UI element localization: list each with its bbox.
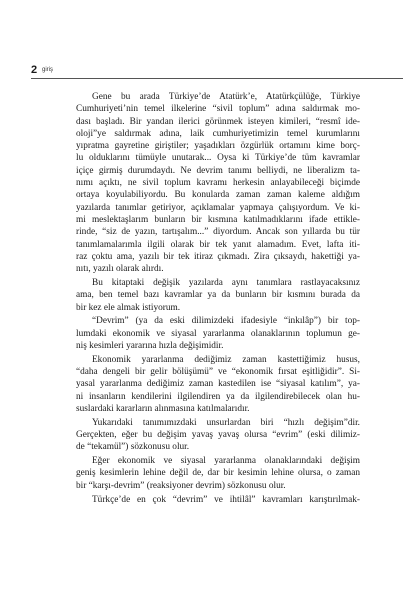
paragraph <box>76 354 360 415</box>
text-line: Eğer ekonomik ve siyasal yararlanma olanaklarındaki değişim <box>92 456 360 467</box>
text-line: nıtı, yazılı olarak alırdı. <box>76 264 164 275</box>
paragraph <box>76 455 360 492</box>
text-line: Cumhuriyeti’nin temel ilkelerine “sivil toplum” adına saldırmak mo- <box>76 104 360 115</box>
paragraph <box>76 494 360 506</box>
text-line: rinde, “siz de yazın, tartışalım...” diyordum. Ancak son yıllarda bu tür <box>76 227 360 238</box>
header-rule <box>31 78 403 79</box>
text-line: suslardaki kararların alınmasına katılmalarıdır. <box>76 403 250 414</box>
text-line: Yukarıdaki tanımımızdaki unsurlardan biri “hızlı değişim”dir. <box>92 417 360 428</box>
paragraph <box>76 315 360 352</box>
text-line: nımı açıktı, ne sivil toplum kavramı herkesin anlayabileceği biçimde <box>76 178 360 189</box>
text-line: yıpratma gayretine giriştiler; yaşadıkları özgürlük ortamını kime borç- <box>76 141 360 152</box>
page-number: 2 <box>31 64 38 76</box>
text-line: “daha dengeli bir gelir bölüşümü” ve “ekonomik fırsat eşitliğidir”. Si- <box>76 367 360 378</box>
text-line: bir kez ele almak istiyorum. <box>76 302 181 313</box>
text-line: lu olduklarını tümüyle unutarak... Oysa ki Türkiye’de tüm kavramlar <box>76 153 360 164</box>
text-line: Ekonomik yararlanma dediğimiz zaman kastettiğimiz husus, <box>92 354 360 365</box>
text-line: Gerçekten, eğer bu değişim yavaş yavaş olursa “evrim” (eski dilimiz- <box>76 430 360 441</box>
text-line: bir “karşı-devrim” (reaksiyoner devrim) sözkonusu olur. <box>76 480 286 491</box>
text-line: mi meslektaşlarım bunların bir kısmına katılmadıklarını ifade ettikle- <box>76 214 360 225</box>
body-text <box>76 91 360 506</box>
text-line: yazılarda tanımlar getiriyor, açıklamalar yapmaya çalışıyordum. Ve ki- <box>76 202 360 213</box>
text-line: ni insanların kendilerini ilgilendiren ya da ilgilendirebilecek olan hu- <box>76 391 360 402</box>
paragraph <box>76 91 360 275</box>
text-line: Türkçe’de en çok “devrim” ve ihtilâl” kavramları karıştırılmak- <box>92 494 360 505</box>
text-line: dası başladı. Bir yandan ilerici görünmek isteyen kimileri, “resmî ide- <box>76 116 360 127</box>
text-line: yasal yararlanma dediğimiz zaman kastedilen ise “siyasal katılım”, ya- <box>76 379 360 390</box>
text-line: niş kesimleri yararına hızla değişimidir. <box>76 340 224 351</box>
text-line: geniş kesimlerin lehine değil de, dar bir kesimin lehine olursa, o zaman <box>76 468 360 479</box>
text-line: raz çoktu ama, yazılı bir tek itiraz çıkmadı. Zira çıksaydı, hakettiği ya- <box>76 251 360 262</box>
text-line: ama, ben temel bazı kavramlar ya da bunların bir kısmını burada da <box>76 290 360 301</box>
text-line: de “tekamül”) sözkonusu olur. <box>76 442 190 453</box>
page-header <box>31 64 403 78</box>
text-line: oloji”ye saldırmak adına, laik cumhuriyetimizin temel kurumlarını <box>76 128 360 139</box>
paragraph <box>76 417 360 454</box>
paragraph <box>76 277 360 314</box>
text-line: Gene bu arada Türkiye’de Atatürk’e, Atatürkçülüğe, Türkiye <box>92 92 360 102</box>
text-line: Bu kitaptaki değişik yazılarda aynı tanımlara rastlayacaksınız <box>92 277 360 288</box>
running-head: giriş <box>42 67 54 73</box>
text-line: “Devrim” (ya da eski dilimizdeki ifadesiyle “inkılâp”) bir top- <box>92 316 360 327</box>
text-line: lumdaki ekonomik ve siyasal yararlanma olanaklarının toplumun ge- <box>76 328 360 339</box>
text-line: içiçe girmiş durumdaydı. Ne devrim tanımı belliydi, ne liberalizm ta- <box>76 165 360 176</box>
text-line: tanımlamalarımla ilgili olarak bir tek yanıt alamadım. Evet, lafta iti- <box>76 239 360 250</box>
text-line: ortaya koyulabiliyordu. Bu konularda zaman zaman kaleme aldığım <box>76 190 360 201</box>
